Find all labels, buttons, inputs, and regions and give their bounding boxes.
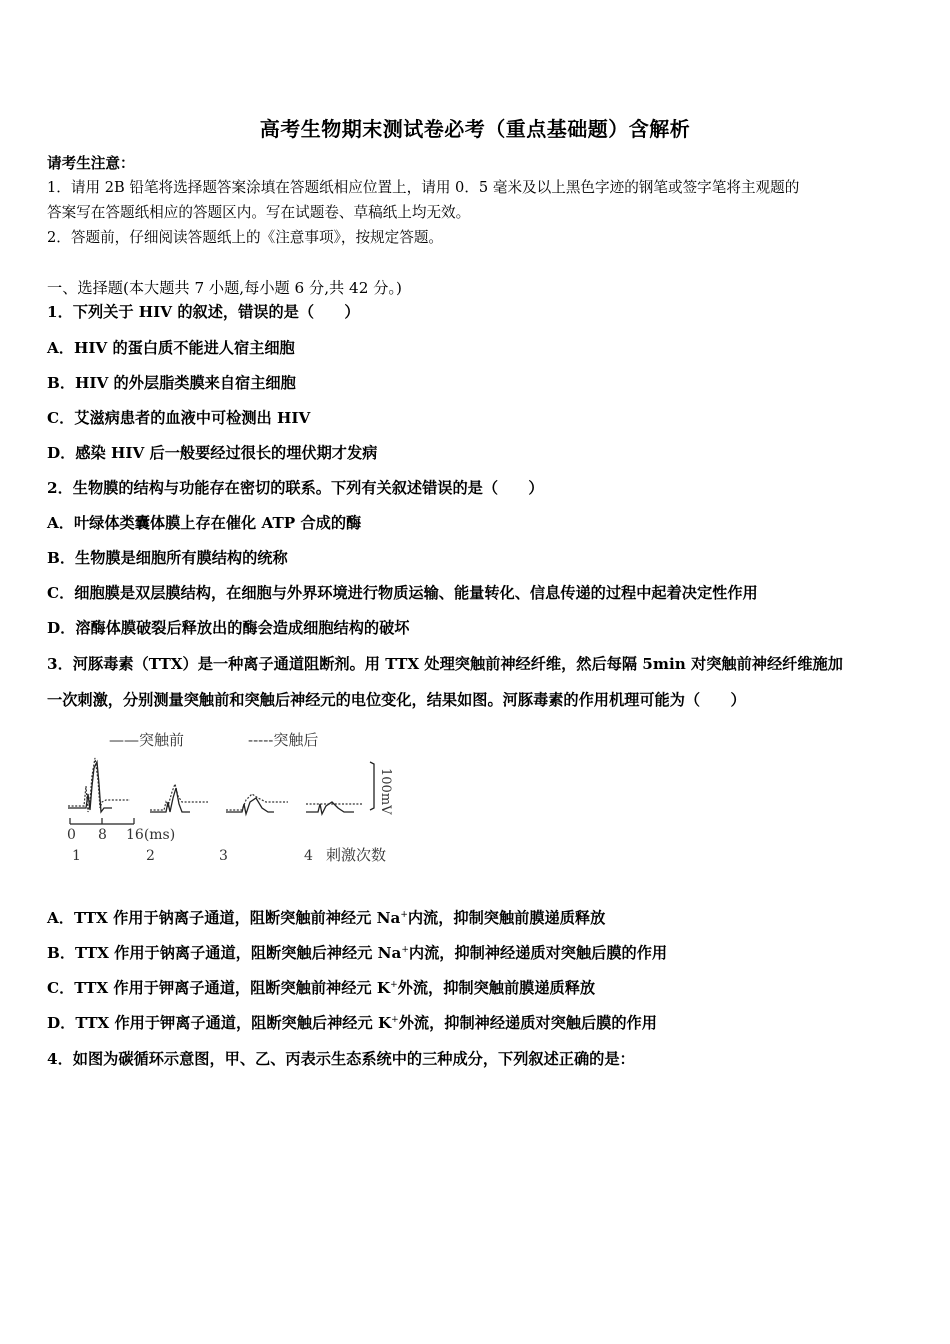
q1-option-b: B．HIV 的外层脂类膜来自宿主细胞 xyxy=(47,374,296,392)
superscript-plus: + xyxy=(400,910,408,920)
q3-option-a xyxy=(47,908,605,928)
time-axis xyxy=(70,818,134,824)
trace-stimulus-4 xyxy=(306,802,362,814)
legend-pre: ——突触前 xyxy=(109,731,185,749)
scale-label: 100mV xyxy=(378,768,393,815)
q3-option-d-text-cont: 外流，抑制神经递质对突触后膜的作用 xyxy=(398,1014,657,1032)
q3-option-b-text-cont: 内流，抑制神经递质对突触后膜的作用 xyxy=(408,944,668,962)
pre-trace-3 xyxy=(226,798,274,814)
q3-option-c-text: C．TTX 作用于钾离子通道，阻断突触前神经元 K xyxy=(47,979,391,997)
q2-option-c: C．细胞膜是双层膜结构，在细胞与外界环境进行物质运输、能量转化、信息传递的过程中起着决定性作用 xyxy=(47,584,758,602)
q3-stem: 3．河豚毒素（TTX）是一种离子通道阻断剂。用 TTX 处理突触前神经纤维，然后每隔 5min 对突触前神经纤维施加 xyxy=(47,655,843,673)
q2-option-a: A．叶绿体类囊体膜上存在催化 ATP 合成的酶 xyxy=(47,514,362,532)
q3-option-d xyxy=(47,1013,657,1033)
notice-item-2: 2．答题前，仔细阅读答题纸上的《注意事项》，按规定答题。 xyxy=(47,229,444,246)
legend-post: -----突触后 xyxy=(248,731,319,749)
q3-option-c-text-cont: 外流，抑制突触前膜递质释放 xyxy=(397,979,596,997)
trace-stimulus-1 xyxy=(68,758,130,812)
q2-option-d: D．溶酶体膜破裂后释放出的酶会造成细胞结构的破坏 xyxy=(47,619,410,637)
q2-option-b: B．生物膜是细胞所有膜结构的统称 xyxy=(47,549,288,567)
q3-option-a-text-cont: 内流，抑制突触前膜递质释放 xyxy=(407,909,606,927)
q3-stem-cont: 一次刺激，分别测量突触前和突触后神经元的电位变化，结果如图。河豚毒素的作用机理可能为（ ） xyxy=(47,691,746,709)
q3-option-b xyxy=(47,943,667,963)
superscript-plus: + xyxy=(401,945,409,955)
trace-stimulus-3 xyxy=(226,794,288,814)
section-heading: 一、选择题(本大题共 7 小题,每小题 6 分,共 42 分。) xyxy=(47,279,402,297)
trace-stimulus-2 xyxy=(150,784,208,812)
q1-stem: 1．下列关于 HIV 的叙述，错误的是（ ） xyxy=(47,303,360,321)
q3-option-c xyxy=(47,978,595,998)
q2-stem: 2．生物膜的结构与功能存在密切的联系。下列有关叙述错误的是（ ） xyxy=(47,479,544,497)
q3-option-a-text: A．TTX 作用于钠离子通道，阻断突触前神经元 Na xyxy=(47,909,401,927)
stimulus-label-2: 2 xyxy=(146,848,155,864)
q1-option-a: A．HIV 的蛋白质不能进人宿主细胞 xyxy=(47,339,295,357)
post-trace-3 xyxy=(226,794,288,810)
page-title: 高考生物期末测试卷必考（重点基础题）含解析 xyxy=(259,117,691,141)
notice-item-1-cont: 答案写在答题纸相应的答题区内。写在试题卷、草稿纸上均无效。 xyxy=(47,204,471,221)
q4-stem: 4．如图为碳循环示意图，甲、乙、丙表示生态系统中的三种成分，下列叙述正确的是： xyxy=(47,1050,635,1068)
stimulus-label-1: 1 xyxy=(72,848,81,864)
q3-option-d-text: D．TTX 作用于钾离子通道，阻断突触后神经元 K xyxy=(47,1014,392,1032)
stimulus-label-4: 4 xyxy=(304,848,313,864)
notice-heading: 请考生注意： xyxy=(47,155,135,172)
potential-figure-svg xyxy=(62,728,402,868)
superscript-plus: + xyxy=(391,1015,399,1025)
post-trace-2 xyxy=(150,784,208,810)
tick-label-16: 16(ms) xyxy=(126,827,176,843)
q3-option-b-text: B．TTX 作用于钠离子通道，阻断突触后神经元 Na xyxy=(47,944,402,962)
x-caption: 刺激次数 xyxy=(326,846,387,864)
potential-figure xyxy=(62,728,402,868)
q1-option-c: C．艾滋病患者的血液中可检测出 HIV xyxy=(47,409,311,427)
stimulus-label-3: 3 xyxy=(219,848,228,864)
q1-option-d: D．感染 HIV 后一般要经过很长的埋伏期才发病 xyxy=(47,444,378,462)
pre-trace-1 xyxy=(68,762,112,812)
tick-label-0: 0 xyxy=(67,827,76,843)
notice-item-1: 1．请用 2B 铅笔将选择题答案涂填在答题纸相应位置上，请用 0．5 毫米及以上黑色字迹的钢笔或签字笔将主观题的 xyxy=(47,179,800,196)
superscript-plus: + xyxy=(390,980,398,990)
scale-bracket xyxy=(370,762,374,810)
tick-label-8: 8 xyxy=(98,827,107,843)
